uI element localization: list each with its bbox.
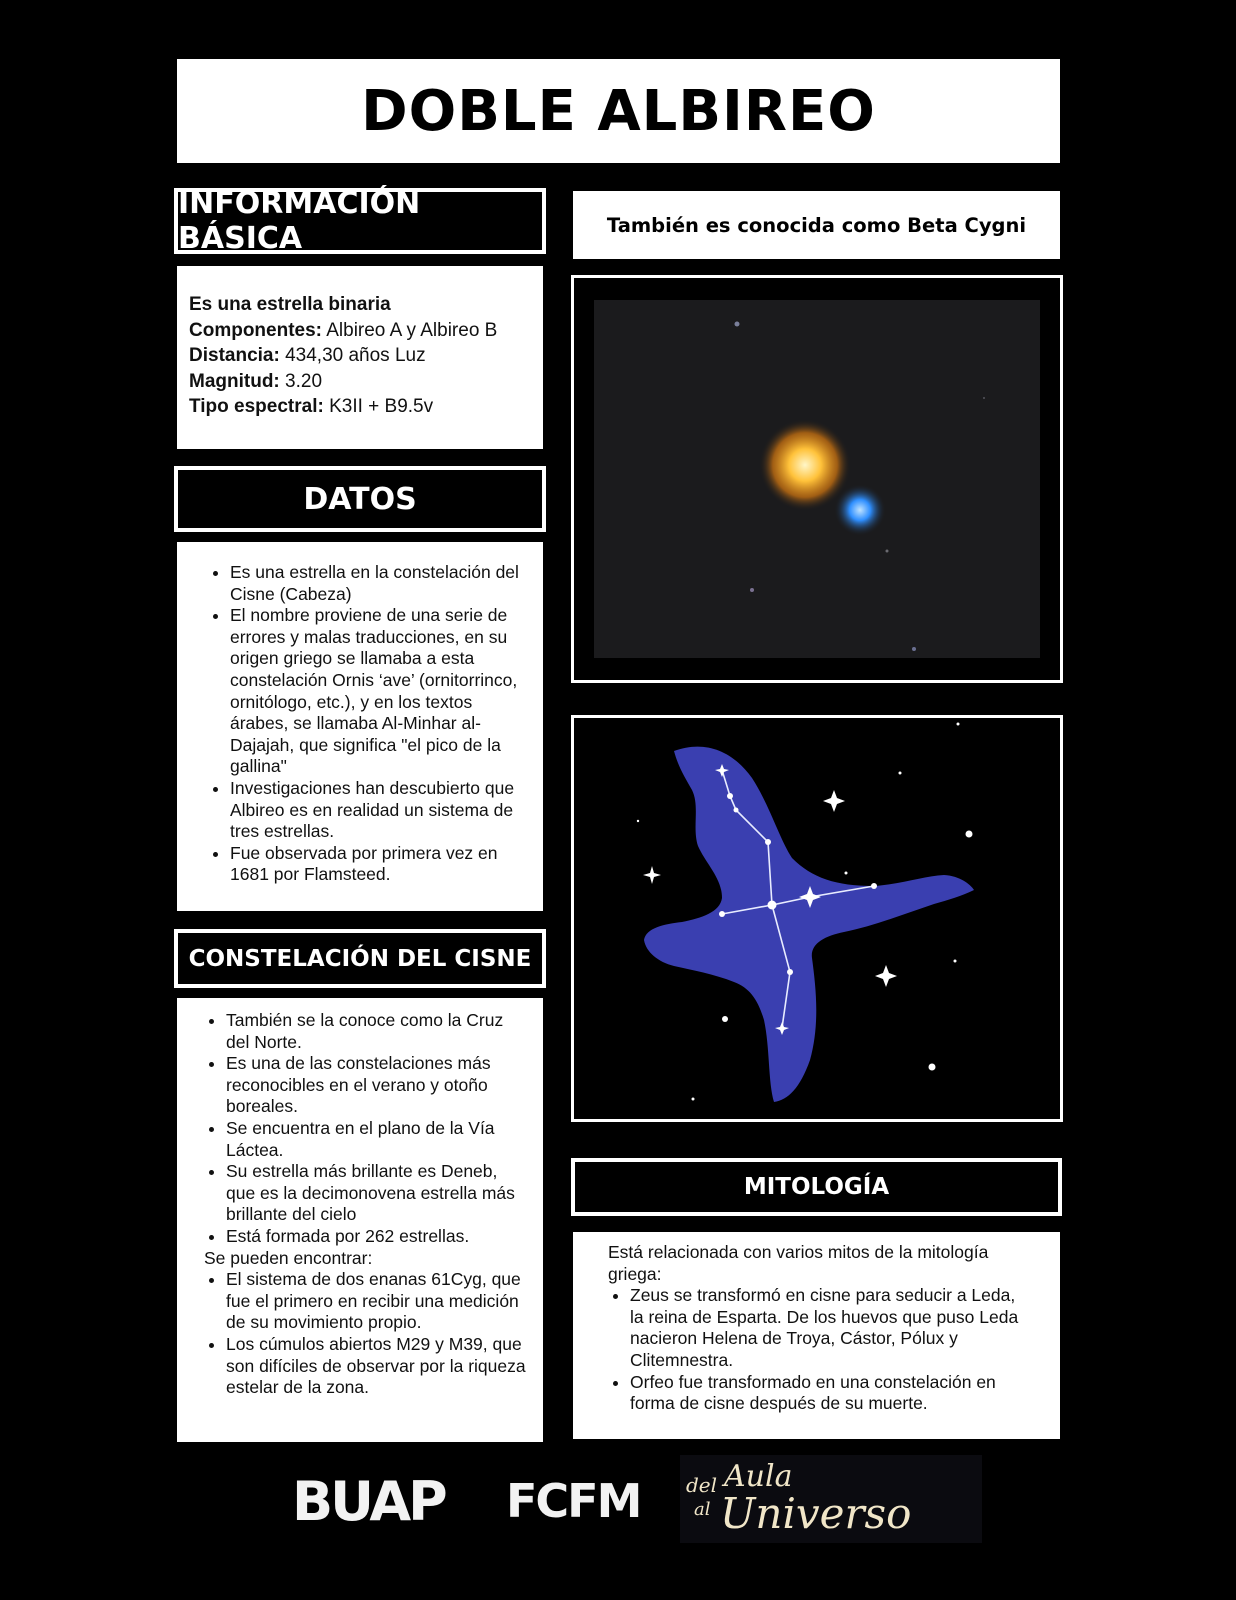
list-item: • Su estrella más brillante es Deneb, que es la decimonovena estrella más brillante del cielo: [226, 1161, 531, 1226]
list-item: • El nombre proviene de una serie de errores y malas traducciones, en su origen griego se llamaba a esta constelación Ornis ‘ave’ (ornitorrinco, ornitólogo, etc.), y en los textos árabes, se llamaba Al-Minhar al-Dajajah, que significa "el pico de la gallina": [230, 605, 531, 778]
list-item: • Los cúmulos abiertos M29 y M39, que son difíciles de observar por la riqueza estelar de la zona.: [226, 1334, 531, 1399]
aula-universo-logo: del Aula al Universo: [680, 1455, 982, 1543]
aka-box: [573, 191, 1060, 259]
datos-panel: [177, 542, 543, 911]
datos-list: [208, 562, 531, 886]
cisne-list-2: [204, 1269, 531, 1399]
list-item: • También se la conoce como la Cruz del Norte.: [226, 1010, 531, 1053]
list-item: • El sistema de dos enanas 61Cyg, que fue el primero en recibir una medición de su movimiento propio.: [226, 1269, 531, 1334]
cisne-panel: [177, 998, 543, 1442]
mitologia-panel: [573, 1232, 1060, 1439]
list-item: • Está formada por 262 estrellas.: [226, 1226, 531, 1248]
mitologia-list: [608, 1285, 1026, 1415]
aka-text: También es conocida como Beta Cygni: [606, 213, 1027, 237]
list-item: • Es una estrella en la constelación del Cisne (Cabeza): [230, 562, 531, 605]
datos-heading: DATOS: [174, 466, 546, 532]
title-banner: [177, 59, 1060, 163]
list-item: • Se encuentra en el plano de la Vía Láctea.: [226, 1118, 531, 1161]
albireo-b-star: [834, 484, 886, 536]
cisne-subheading: Se pueden encontrar:: [204, 1247, 373, 1268]
list-item: • Orfeo fue transformado en una constelación en forma de cisne después de su muerte.: [630, 1372, 1026, 1415]
fcfm-logo: FCFM: [506, 1474, 641, 1528]
basic-info-panel: Es una estrella binaria Componentes: Albireo A y Albireo B Distancia: 434,30 años Luz Magnitud: 3.20 Tipo espectral: K3II + B9.5v: [177, 266, 543, 449]
basic-info-heading: INFORMACIÓN BÁSICA: [174, 188, 546, 254]
buap-logo: BUAP: [292, 1469, 445, 1533]
cisne-list: [204, 1010, 531, 1248]
page-title: DOBLE ALBIREO: [361, 78, 876, 144]
list-item: • Zeus se transformó en cisne para seducir a Leda, la reina de Esparta. De los huevos que puso Leda nacieron Helena de Troya, Cástor, Pólux y Clitemnestra.: [630, 1285, 1026, 1371]
albireo-photo-frame: [571, 275, 1063, 683]
cisne-heading: CONSTELACIÓN DEL CISNE: [174, 929, 546, 988]
list-item: • Investigaciones han descubierto que Albireo es en realidad un sistema de tres estrellas.: [230, 778, 531, 843]
mitologia-intro: Está relacionada con varios mitos de la mitología griega:: [608, 1242, 989, 1284]
list-item: • Es una de las constelaciones más reconocibles en el verano y otoño boreales.: [226, 1053, 531, 1118]
swan-illustration-frame: [571, 715, 1063, 1122]
albireo-a-star: [759, 419, 851, 511]
binary-lead: Es una estrella binaria: [189, 294, 391, 315]
mitologia-heading: MITOLOGÍA: [571, 1158, 1062, 1216]
swan-illustration: [574, 718, 1060, 1119]
list-item: • Fue observada por primera vez en 1681 por Flamsteed.: [230, 843, 531, 886]
albireo-photo: [574, 278, 1060, 680]
